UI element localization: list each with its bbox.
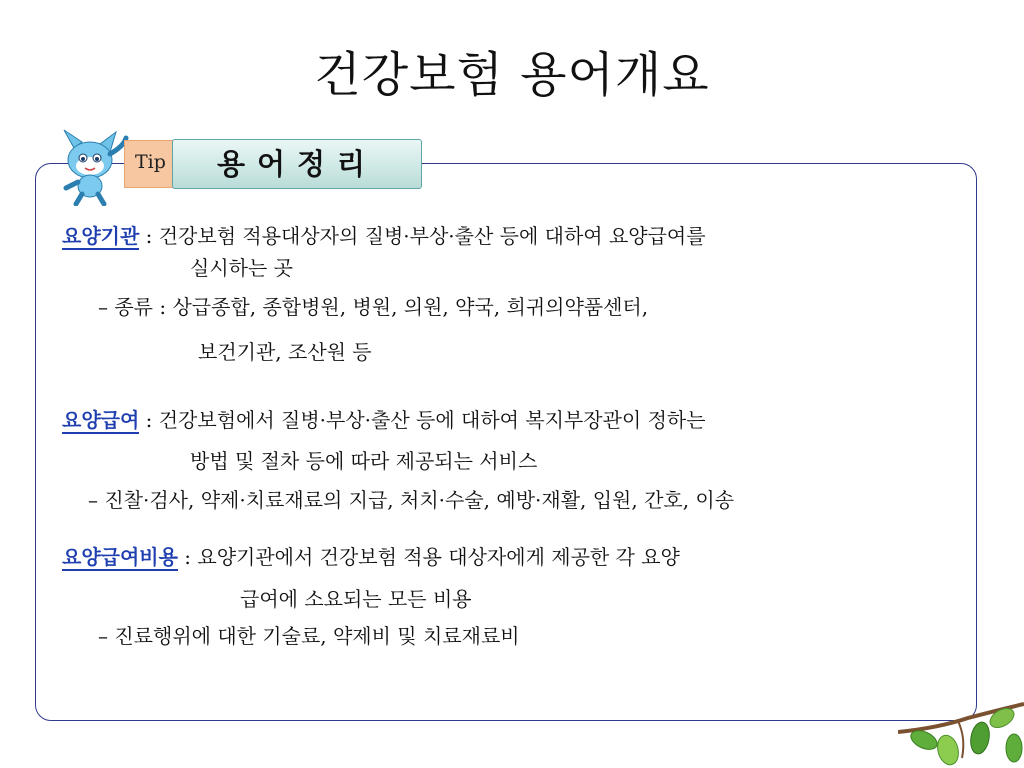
term-label: 요양기관 xyxy=(62,224,140,248)
sub-item: – 진료행위에 대한 기술료, 약제비 및 치료재료비 xyxy=(98,624,520,648)
section-header: 용어정리 xyxy=(172,139,422,189)
definition-text: 건강보험 적용대상자의 질병·부상·출산 등에 대하여 요양급여를 xyxy=(158,224,706,248)
term-separator: : xyxy=(177,545,198,569)
term-label: 요양급여비용 xyxy=(62,545,178,569)
definition-line xyxy=(62,220,706,249)
leaves-decoration-icon xyxy=(898,688,1024,768)
definition-text: 건강보험에서 질병·부상·출산 등에 대하여 복지부장관이 정하는 xyxy=(158,408,706,432)
sub-item: – 진찰·검사, 약제·치료재료의 지급, 처치·수술, 예방·재활, 입원, 간호, 이송 xyxy=(88,488,735,512)
definition-text: 요양기관에서 건강보험 적용 대상자에게 제공한 각 요양 xyxy=(197,545,680,569)
definition-continuation: 실시하는 곳 xyxy=(190,256,293,280)
definition-line xyxy=(62,404,706,433)
tip-badge: Tip xyxy=(124,140,178,188)
definition-continuation: 방법 및 절차 등에 따라 제공되는 서비스 xyxy=(190,449,538,473)
term-separator: : xyxy=(139,224,159,248)
sub-item-continuation: 보건기관, 조산원 등 xyxy=(198,340,372,364)
term-label: 요양급여 xyxy=(62,408,140,432)
definition-line xyxy=(62,541,680,570)
page-title: 건강보험 용어개요 xyxy=(314,47,710,103)
sub-item: – 종류 : 상급종합, 종합병원, 병원, 의원, 약국, 희귀의약품센터, xyxy=(98,295,649,319)
definition-continuation: 급여에 소요되는 모든 비용 xyxy=(240,587,472,611)
term-separator: : xyxy=(139,408,159,432)
